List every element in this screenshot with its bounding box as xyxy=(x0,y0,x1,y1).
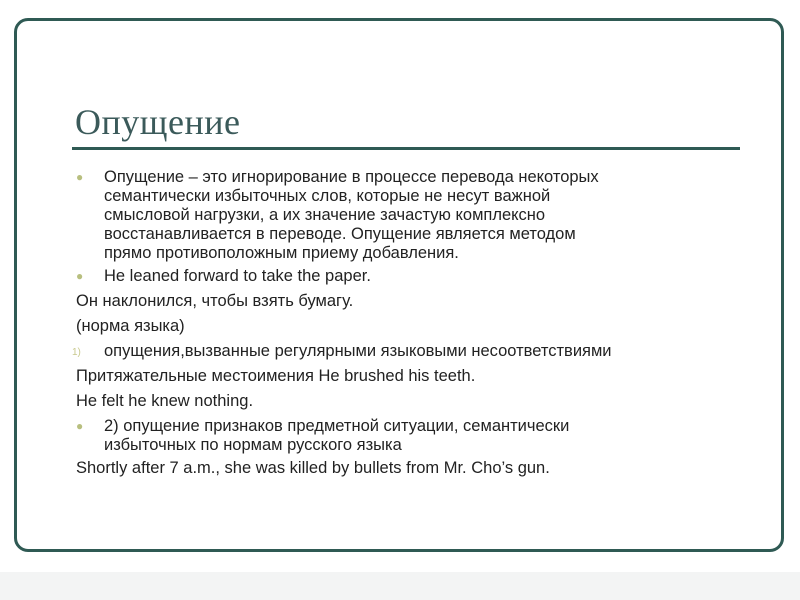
numbered-item-1 xyxy=(72,342,752,361)
definition-line: смысловой нагрузки, а их значение зачастую комплексно xyxy=(104,206,546,224)
example-line: He felt he knew nothing. xyxy=(76,392,254,410)
note-line: (норма языка) xyxy=(76,317,185,335)
example-sentence: He leaned forward to take the paper. xyxy=(104,267,371,285)
translation-line: Он наклонился, чтобы взять бумагу. xyxy=(76,292,354,310)
situation-line: избыточных по нормам русского языка xyxy=(104,436,402,454)
definition-line: восстанавливается в переводе. Опущение является методом xyxy=(104,225,576,243)
numbered-item-text: опущения,вызванные регулярными языковыми несоответствиями xyxy=(104,342,612,360)
situation-line: 2) опущение признаков предметной ситуации, семантически xyxy=(104,417,570,435)
possessive-example-line: Притяжательные местоимения He brushed his teeth. xyxy=(76,367,476,385)
bullet-item-situation xyxy=(72,417,752,455)
bottom-strip xyxy=(0,572,800,600)
definition-line: прямо противоположным приему добавления. xyxy=(104,244,459,262)
bullet-item-definition xyxy=(72,168,752,263)
definition-line: Опущение – это игнорирование в процессе перевода некоторых xyxy=(104,168,599,186)
bullet-dot-icon: ● xyxy=(76,419,84,433)
final-example-line: Shortly after 7 a.m., she was killed by bullets from Mr. Cho’s gun. xyxy=(76,459,550,477)
bullet-dot-icon: ● xyxy=(76,170,84,184)
slide-content xyxy=(72,168,752,478)
title-underline xyxy=(72,147,740,150)
bullet-item-example xyxy=(72,267,752,286)
bullet-dot-icon: ● xyxy=(76,269,84,283)
number-marker: 1) xyxy=(72,347,81,358)
slide-title: Опущение xyxy=(75,102,241,142)
definition-line: семантически избыточных слов, которые не несут важной xyxy=(104,187,551,205)
